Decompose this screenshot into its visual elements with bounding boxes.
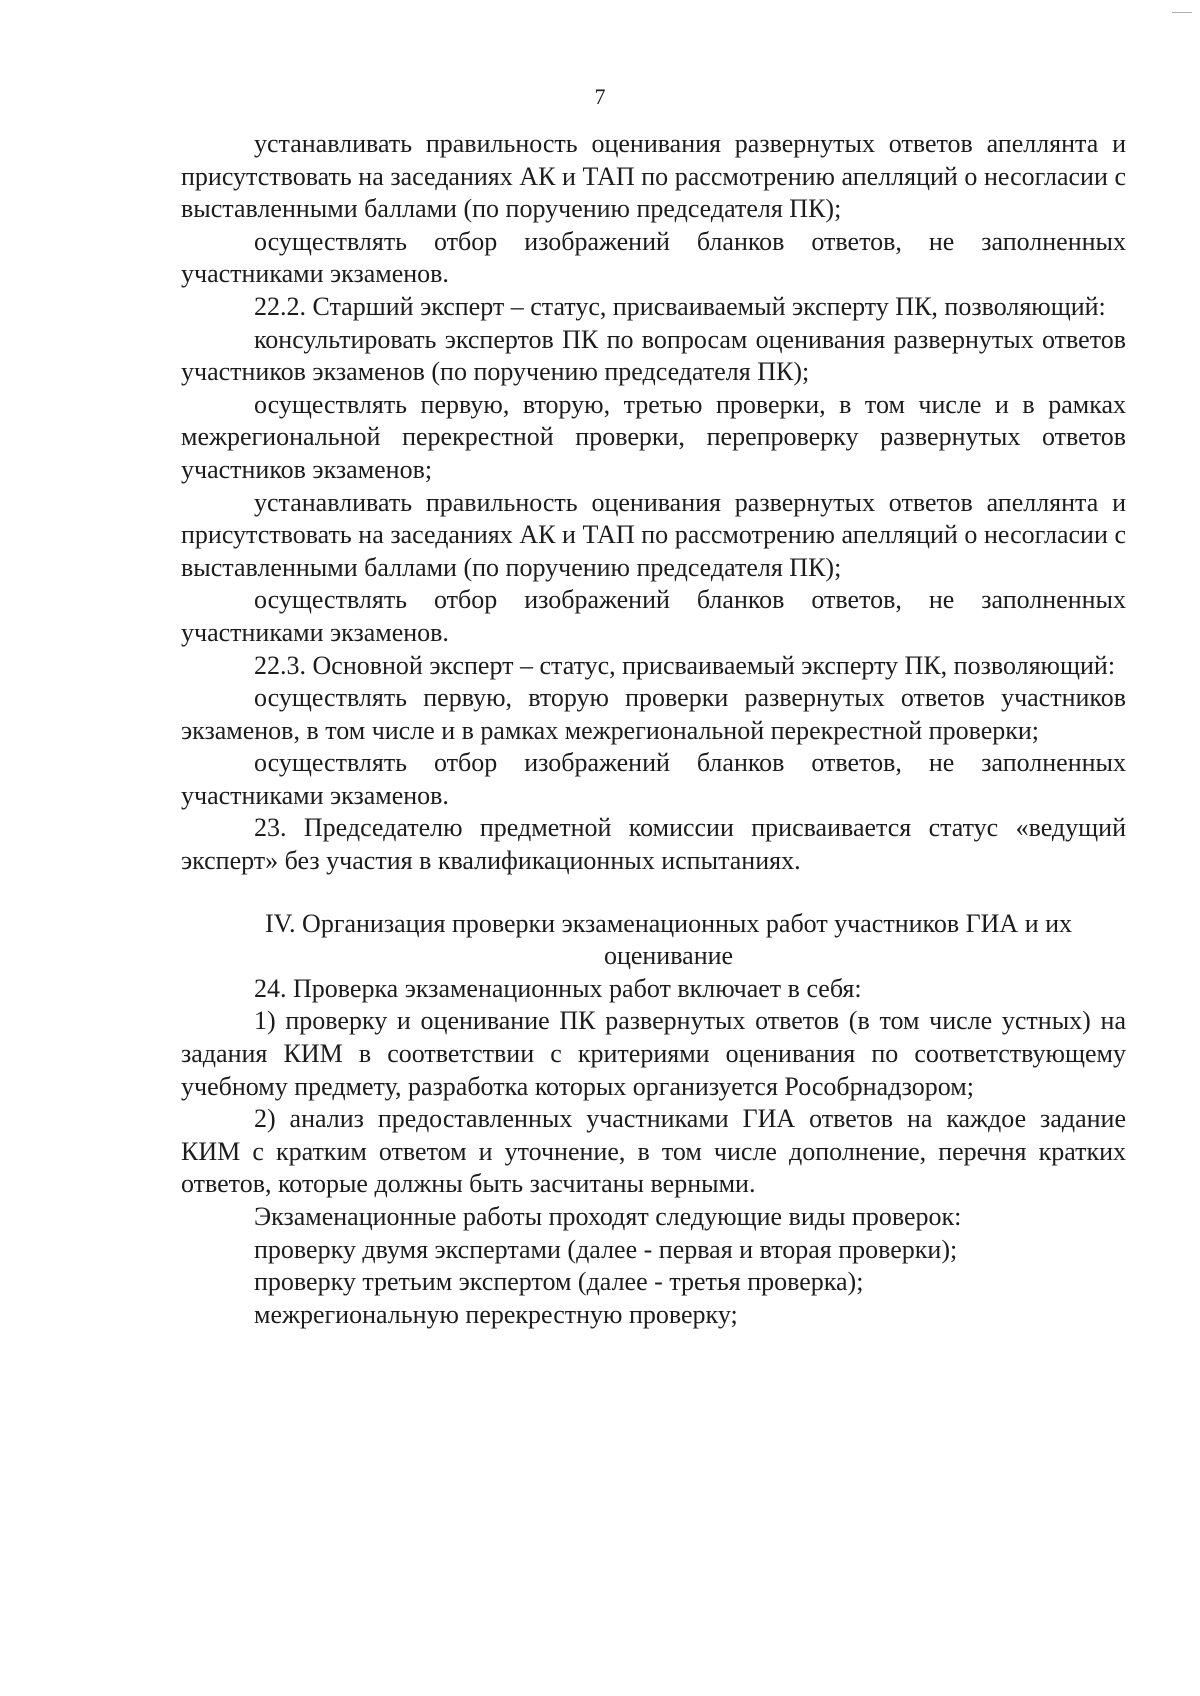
paragraph: осуществлять отбор изображений бланков ответов, не заполненных участниками экзаменов.: [181, 748, 1126, 810]
document-body: [181, 128, 1126, 1331]
paragraph: проверку двумя экспертами (далее - первая и вторая проверки);: [254, 1234, 958, 1264]
paragraph: 22.3. Основной эксперт – статус, присваиваемый эксперту ПК, позволяющий:: [254, 650, 1116, 680]
paragraph: 2) анализ предоставленных участниками ГИА ответов на каждое задание КИМ с кратким ответом и уточнение, в том числе дополнение, перечня кратких ответов, которые должны быть засчитаны верными.: [181, 1104, 1126, 1199]
paragraph: проверку третьим экспертом (далее - третья проверка);: [254, 1267, 864, 1297]
paragraph: осуществлять первую, вторую проверки развернутых ответов участников экзаменов, в том числе и в рамках межрегиональной перекрестной проверки;: [181, 683, 1126, 745]
paragraph: устанавливать правильность оценивания развернутых ответов апеллянта и присутствовать на заседаниях АК и ТАП по рассмотрению апелляций о несогласии с выставленными баллами (по поручению председателя ПК);: [181, 487, 1126, 582]
page-number: 7: [594, 84, 606, 109]
section-heading: IV. Организация проверки экзаменационных работ участников ГИА и их оценивание: [264, 908, 1073, 971]
paragraph: 23. Председателю предметной комиссии присваивается статус «ведущий эксперт» без участия в квалификационных испытаниях.: [181, 813, 1126, 876]
paragraph: осуществлять отбор изображений бланков ответов, не заполненных участниками экзаменов.: [181, 226, 1126, 289]
paragraph: 24. Проверка экзаменационных работ включает в себя:: [254, 973, 862, 1003]
paragraph: Экзаменационные работы проходят следующие виды проверок:: [254, 1202, 962, 1231]
paragraph: 22.2. Старший эксперт – статус, присваиваемый эксперту ПК, позволяющий:: [254, 291, 1106, 321]
paragraph: осуществлять первую, вторую, третью проверки, в том числе и в рамках межрегиональной перекрестной проверки, перепроверку развернутых ответов участников экзаменов;: [181, 389, 1126, 484]
paragraph: межрегиональную перекрестную проверку;: [254, 1299, 738, 1329]
paragraph: осуществлять отбор изображений бланков ответов, не заполненных участниками экзаменов.: [181, 585, 1126, 647]
paragraph: 1) проверку и оценивание ПК развернутых ответов (в том числе устных) на задания КИМ в соответствии с критериями оценивания по соответствующему учебному предмету, разработка которых организуется Рособрнадзором;: [181, 1006, 1126, 1101]
scan-corner-mark: [1172, 12, 1192, 13]
paragraph: устанавливать правильность оценивания развернутых ответов апеллянта и присутствовать на заседаниях АК и ТАП по рассмотрению апелляций о несогласии с выставленными баллами (по поручению председателя ПК);: [181, 129, 1126, 224]
paragraph: консультировать экспертов ПК по вопросам оценивания развернутых ответов участников экзаменов (по поручению председателя ПК);: [181, 324, 1126, 387]
